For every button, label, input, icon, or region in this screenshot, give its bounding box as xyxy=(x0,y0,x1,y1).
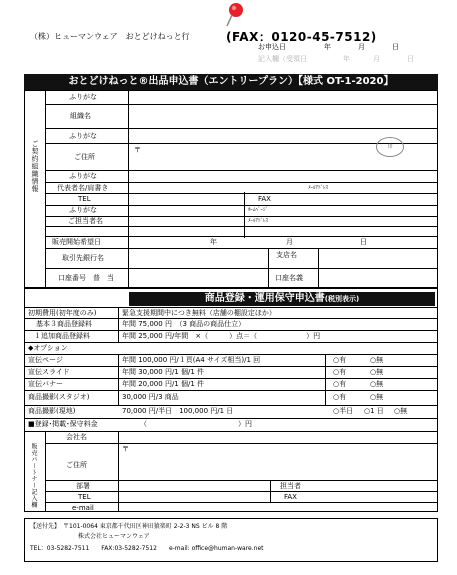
apply-month: 月 xyxy=(358,43,365,51)
entry-form-side-label: ご契約組織情報 xyxy=(31,140,39,193)
homepage-label: ﾎｰﾑﾍﾟｰｼﾞ xyxy=(248,207,269,213)
partner-fax-label: FAX xyxy=(284,493,297,501)
org-name-label: 組織名 xyxy=(70,112,91,120)
total-fee-value: （ ）円 xyxy=(140,420,252,428)
service-row-label: 基本３商品登録料 xyxy=(36,320,92,328)
received-date-label: 記入欄（受領日 xyxy=(258,55,307,63)
partner-company-label: 会社名 xyxy=(66,433,87,441)
option-choice-halfday[interactable]: ○半日 xyxy=(333,407,354,415)
bank-label: 取引先銀行名 xyxy=(62,254,104,262)
apply-date-label: お申込日 xyxy=(258,43,286,51)
partner-tel-label: TEL xyxy=(78,493,91,501)
start-date-label: 販売開始希望日 xyxy=(52,238,101,246)
account-name-label: 口座名義 xyxy=(275,274,303,282)
options-header: ◆オプション xyxy=(28,344,68,352)
seal-stamp: 印 xyxy=(376,137,404,157)
partner-email-label: e-mail xyxy=(72,504,94,512)
mail-address-label: ﾒｰﾙｱﾄﾞﾚｽ xyxy=(308,185,329,191)
branch-label: 支店名 xyxy=(276,251,297,259)
address-label: ご住所 xyxy=(74,153,95,161)
option-value: 70,000 円/半日 100,000 円/1 日 xyxy=(122,407,234,415)
option-value: 年間 30,000 円/1 個/1 件 xyxy=(122,368,205,376)
tel-label: TEL xyxy=(78,195,91,203)
contact-person-label: ご担当者名 xyxy=(68,217,103,225)
option-choice-yes[interactable]: ○有 xyxy=(333,356,347,364)
start-year: 年 xyxy=(210,238,217,246)
postal-mark: 〒 xyxy=(134,146,141,154)
option-choice-yes[interactable]: ○有 xyxy=(333,393,347,401)
partner-dept-label: 部署 xyxy=(76,482,90,490)
option-choice-fullday[interactable]: ○1 日 xyxy=(364,407,384,415)
service-row-value: 年間 75,000 円 （3 商品の商品仕立） xyxy=(122,320,246,328)
footer-company: 株式会社ヒューマンウェア xyxy=(78,533,150,540)
received-day: 日 xyxy=(407,55,414,63)
option-choice-no[interactable]: ○無 xyxy=(370,368,384,376)
partner-address-label: ご住所 xyxy=(66,461,87,469)
furigana-label: ふりがな xyxy=(69,132,97,140)
entry-form-title: おとどけねっと®出品申込書（エントリープラン）【様式 OT-1-2020】 xyxy=(24,74,438,90)
option-choice-no[interactable]: ○無 xyxy=(370,356,384,364)
option-label: 宣伝ページ xyxy=(28,356,63,364)
partner-person-label: 担当者 xyxy=(280,482,301,490)
furigana-label: ふりがな xyxy=(69,93,97,101)
option-value: 年間 20,000 円/1 個/1 件 xyxy=(122,380,205,388)
fax-number: (FAX：0120-45-7512) xyxy=(226,30,377,44)
service-row-value: 年間 25,000 円/年間 ×（ ）点＝（ ）円 xyxy=(122,332,321,340)
received-year: 年 xyxy=(343,55,350,63)
option-value: 年間 100,000 円/１頁(A4 サイズ相当)/1 回 xyxy=(122,356,261,364)
partner-side-label: 販売パートナー記入欄 xyxy=(30,443,37,508)
option-label: 商品撮影(スタジオ) xyxy=(28,393,90,401)
furigana-label: ふりがな xyxy=(69,206,97,214)
account-no-label: 口座番号 普 当 xyxy=(58,274,114,282)
furigana-label: ふりがな xyxy=(69,172,97,180)
option-choice-yes[interactable]: ○有 xyxy=(333,380,347,388)
fax-label: FAX xyxy=(258,195,271,203)
service-row-label: 初期費用(初年度のみ) xyxy=(28,309,97,317)
option-label: 宣伝スライド xyxy=(28,368,70,376)
option-choice-no[interactable]: ○無 xyxy=(370,380,384,388)
option-choice-no[interactable]: ○無 xyxy=(394,407,408,415)
option-value: 30,000 円/3 商品 xyxy=(122,393,179,401)
mail-address-label: ﾒｰﾙｱﾄﾞﾚｽ xyxy=(248,218,269,224)
option-label: 商品撮影(現地) xyxy=(28,407,76,415)
option-choice-no[interactable]: ○無 xyxy=(370,393,384,401)
received-month: 月 xyxy=(373,55,380,63)
footer-address: 【送付先】 〒101-0064 東京都千代田区神田猿楽町 2-2-3 NS ビル 8 階 xyxy=(30,523,228,530)
apply-year: 年 xyxy=(324,43,331,51)
option-label: 宣伝バナー xyxy=(28,380,63,388)
service-row-label: １追加商品登録料 xyxy=(34,332,90,340)
start-month: 月 xyxy=(286,238,293,246)
representative-label: 代表者名/肩書き xyxy=(57,184,109,192)
partner-postal-mark: 〒 xyxy=(122,445,129,453)
pushpin-icon xyxy=(224,2,246,28)
recipient-company: （株）ヒューマンウェア おとどけねっと行 xyxy=(30,32,190,41)
option-choice-yes[interactable]: ○有 xyxy=(333,368,347,376)
total-fee-label: ■登録･掲載･保守料金 xyxy=(28,420,98,428)
start-day: 日 xyxy=(360,238,367,246)
footer-contact: TEL：03-5282-7511 FAX:03-5282-7512 e-mail: office@human-ware.net xyxy=(30,545,264,552)
apply-day: 日 xyxy=(392,43,399,51)
service-form-title: 商品登録・運用保守申込書(税別表示) xyxy=(129,292,435,306)
service-row-value: 緊急支援期間中につき無料（店舗の棚設定ほか） xyxy=(122,309,276,317)
